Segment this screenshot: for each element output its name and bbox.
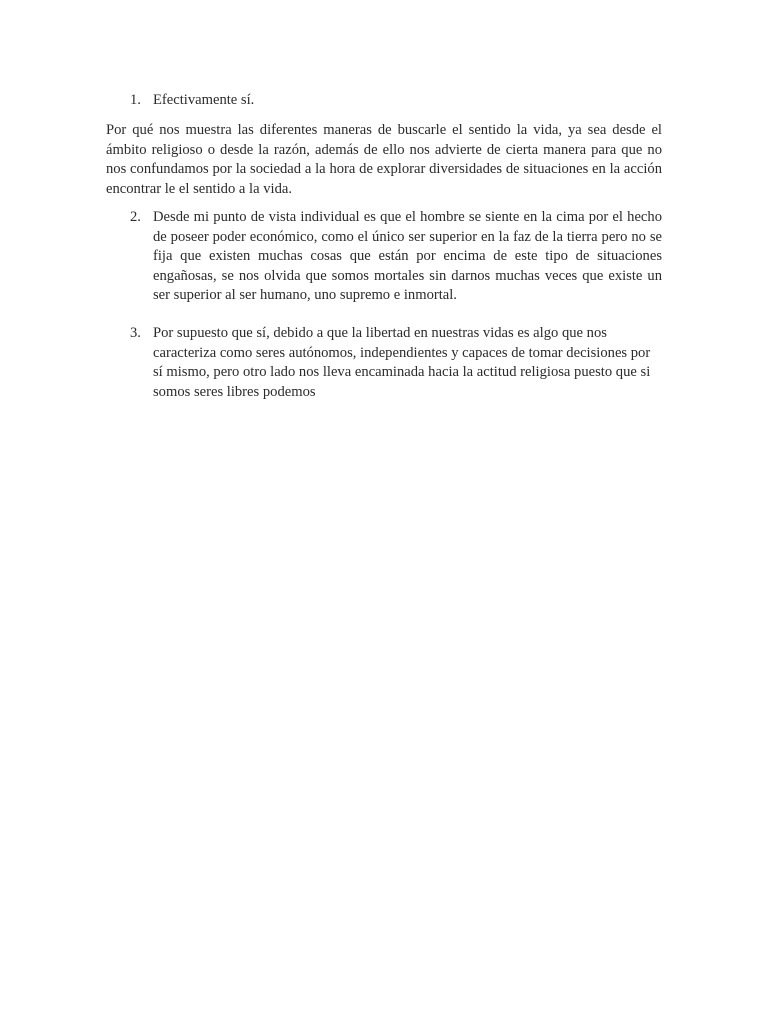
list-item-1 [106,91,662,111]
list-number-1: 1. [130,92,141,108]
body-paragraph: Por qué nos muestra las diferentes maneras de buscarle el sentido la vida, ya sea desde el ámbito religioso o desde la razón, además de ello nos advierte de cierta manera para que no nos confundamos por la sociedad a la hora de explorar diversidades de situaciones en la acción encontrar le el sentido a la vida. [106,122,662,197]
list-number-2: 2. [130,209,141,225]
list-text-2: Desde mi punto de vista individual es que el hombre se siente en la cima por el hecho de poseer poder económico, como el único ser superior en la faz de la tierra pero no se fija que existen muchas cosas que están por encima de este tipo de situaciones engañosas, se nos olvida que somos mortales sin darnos muchas veces que existe un ser superior al ser humano, uno supremo e inmortal. [153,209,662,304]
list-number-3: 3. [130,325,141,341]
list-item-2 [106,208,662,306]
list-item-3 [106,324,654,402]
list-text-1: Efectivamente sí. [153,92,255,108]
list-text-3: Por supuesto que sí, debido a que la libertad en nuestras vidas es algo que nos caracteriza como seres autónomos, independientes y capaces de tomar decisiones por sí mismo, pero otro lado nos lleva encaminada hacia la actitud religiosa puesto que si somos seres libres podemos [153,325,651,400]
